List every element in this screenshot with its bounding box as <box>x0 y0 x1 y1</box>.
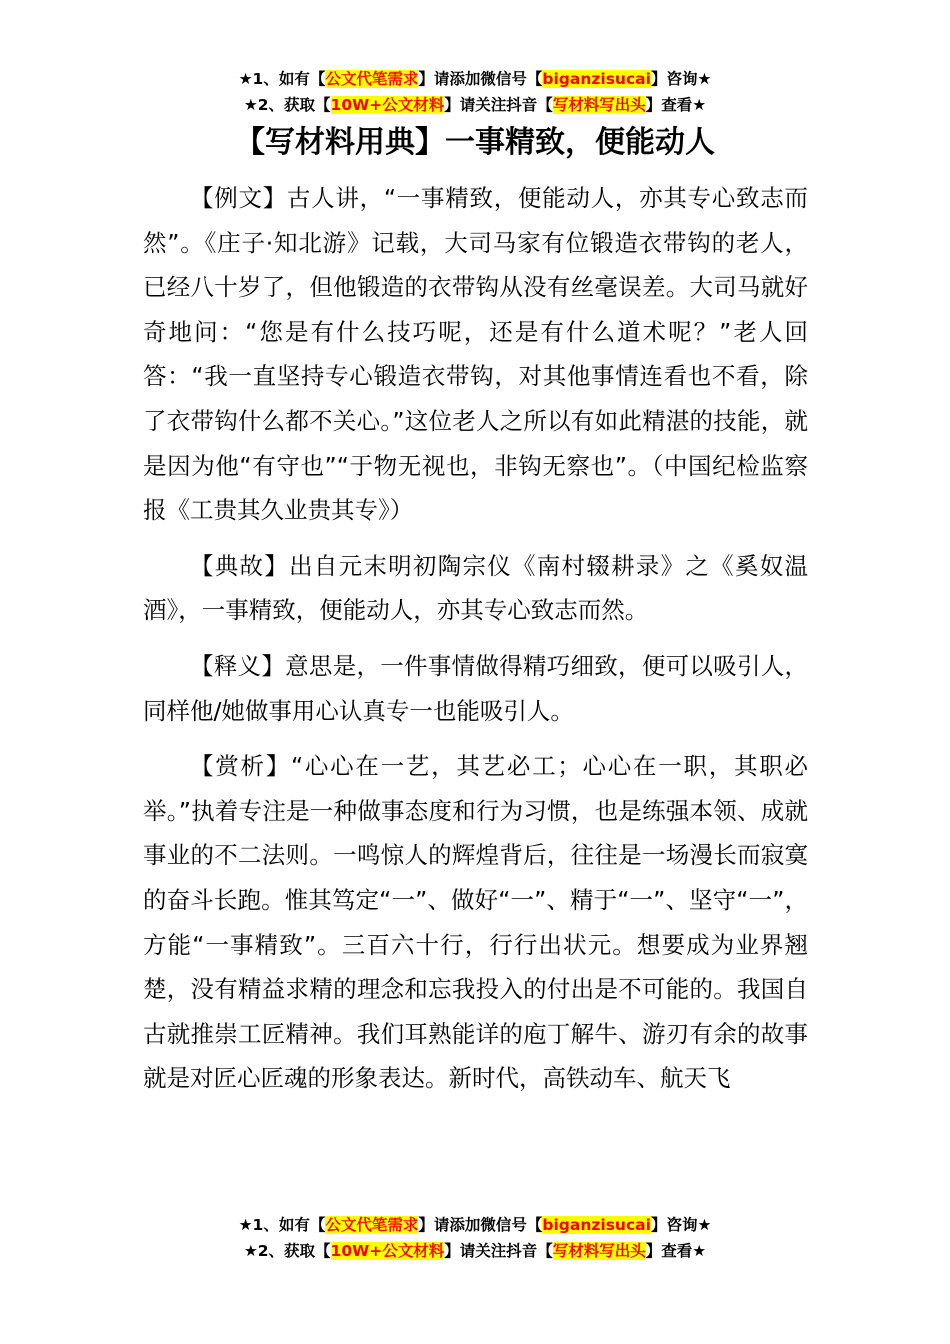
document-body <box>143 176 808 1112</box>
paragraph-appreciation: 【赏析】“心心在一艺，其艺必工；心心在一职，其职必举。”执着专注是一种做事态度和行为习惯，也是练强本领、成就事业的不二法则。一鸣惊人的辉煌背后，往往是一场漫长而寂寞的奋斗长跑。惟其笃定“一”、做好“一”、精于“一”、坚守“一”，方能“一事精致”。三百六十行，行行出状元。想要成为业界翘楚，没有精益求精的理念和忘我投入的付出是不可能的。我国自古就推崇工匠精神。我们耳熟能详的庖丁解牛、游刃有余的故事就是对匠心匠魂的形象表达。新时代，高铁动车、航天飞 <box>143 752 808 1093</box>
header-text: 】请关注抖音【 <box>444 96 553 114</box>
footer-highlight: 10W+公文材料 <box>330 1242 445 1260</box>
footer-highlight: biganzisucai <box>542 1216 651 1234</box>
paragraph-meaning: 【释义】意思是，一件事情做得精巧细致，便可以吸引人，同样他/她做事用心认真专一也能吸引人。 <box>143 651 808 725</box>
footer-text: ★1、如有【 <box>238 1216 326 1234</box>
page-header <box>0 66 950 118</box>
footer-text: 】请关注抖音【 <box>444 1242 553 1260</box>
footer-text: 】请添加微信号【 <box>418 1216 543 1234</box>
paragraph-allusion: 【典故】出自元末明初陶宗仪《南村辍耕录》之《奚奴温酒》，一事精致，便能动人，亦其专心致志而然。 <box>143 551 808 625</box>
footer-line-1 <box>0 1212 950 1238</box>
footer-text: ★2、获取【 <box>243 1242 331 1260</box>
footer-highlight: 写材料写出头 <box>552 1242 646 1260</box>
footer-line-2 <box>0 1238 950 1264</box>
header-line-1 <box>0 66 950 92</box>
footer-highlight: 公文代笔需求 <box>325 1216 419 1234</box>
header-highlight: biganzisucai <box>542 70 651 88</box>
header-text: ★2、获取【 <box>243 96 331 114</box>
header-text: 】请添加微信号【 <box>418 70 543 88</box>
footer-text: 】查看★ <box>645 1242 707 1260</box>
footer-text: 】咨询★ <box>650 1216 712 1234</box>
header-text: 】查看★ <box>645 96 707 114</box>
header-line-2 <box>0 92 950 118</box>
header-text: 】咨询★ <box>650 70 712 88</box>
paragraph-example: 【例文】古人讲，“一事精致，便能动人，亦其专心致志而然”。《庄子·知北游》记载，大司马家有位锻造衣带钩的老人，已经八十岁了，但他锻造的衣带钩从没有丝毫误差。大司马就好奇地问：“您是有什么技巧呢，还是有什么道术呢？”老人回答：“我一直坚持专心锻造衣带钩，对其他事情连看也不看，除了衣带钩什么都不关心。”这位老人之所以有如此精湛的技能，就是因为他“有守也”“于物无视也，非钩无察也”。（中国纪检监察报《工贵其久业贵其专》） <box>143 184 808 525</box>
header-text: ★1、如有【 <box>238 70 326 88</box>
header-highlight: 10W+公文材料 <box>330 96 445 114</box>
header-highlight: 公文代笔需求 <box>325 70 419 88</box>
document-title: 【写材料用典】一事精致，便能动人 <box>235 125 715 160</box>
page-footer <box>0 1212 950 1264</box>
header-highlight: 写材料写出头 <box>552 96 646 114</box>
